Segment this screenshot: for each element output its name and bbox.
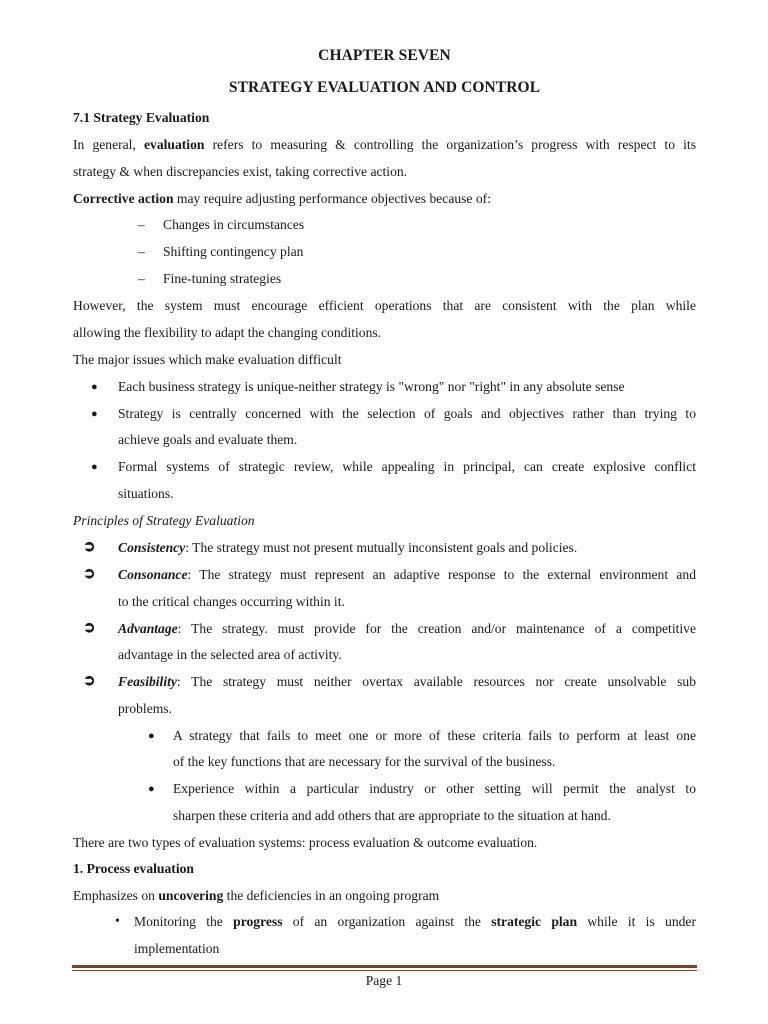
sub-bullet-2-line-1: Experience within a particular industry or other setting will permit the analyst to: [173, 781, 696, 796]
major-issues-intro: The major issues which make evaluation difficult: [73, 352, 342, 367]
dash-icon: –: [138, 244, 145, 259]
arrow-icon: ➲: [83, 566, 96, 582]
principle-consonance-line-1: Consonance: The strategy must represent an adaptive response to the external environment and: [118, 567, 696, 582]
sub-bullet-2-line-2: sharpen these criteria and add others that are appropriate to the situation at hand.: [173, 808, 611, 823]
dash-list-item: – Shifting contingency plan: [138, 244, 304, 259]
dash-list-item: – Changes in circumstances: [138, 217, 305, 232]
issue-item-3-line-1: Formal systems of strategic review, while appealing in principal, can create explosive conflict: [118, 459, 696, 474]
issue-item-2-line-1: Strategy is centrally concerned with the selection of goals and objectives rather than trying to: [118, 406, 696, 421]
principle-feasibility-line-2: problems.: [118, 701, 172, 716]
principle-advantage-line-2: advantage in the selected area of activity.: [118, 647, 342, 662]
dash-list-item: – Fine-tuning strategies: [138, 271, 282, 286]
page-number: Page 1: [365, 973, 403, 988]
intro-paragraph-line-1: In general, evaluation refers to measuring & controlling the organization’s progress with respect to its: [73, 137, 696, 152]
bullet-icon: ●: [91, 408, 98, 420]
issue-item-3-line-2: situations.: [118, 486, 174, 501]
however-paragraph-line-1: However, the system must encourage efficient operations that are consistent with the plan while: [73, 298, 696, 313]
arrow-icon: ➲: [83, 620, 96, 636]
principle-consistency: Consistency: The strategy must not present mutually inconsistent goals and policies.: [118, 540, 578, 555]
sub-bullet-1-line-1: A strategy that fails to meet one or more of these criteria fails to perform at least one: [173, 728, 696, 743]
arrow-icon: ➲: [83, 673, 96, 689]
issue-item-2-line-2: achieve goals and evaluate them.: [118, 432, 298, 447]
footer-rule-thin: [72, 970, 697, 971]
bullet-icon: ●: [148, 730, 155, 742]
corrective-action-line: Corrective action may require adjusting performance objectives because of:: [73, 191, 491, 206]
bullet-icon: ●: [91, 461, 98, 473]
dash-icon: –: [138, 217, 145, 232]
monitoring-line-2: implementation: [134, 941, 220, 956]
principle-consonance-line-2: to the critical changes occurring within it.: [118, 594, 345, 609]
bullet-icon: •: [115, 914, 120, 929]
process-evaluation-heading: 1. Process evaluation: [73, 861, 194, 876]
chapter-label: CHAPTER SEVEN: [318, 47, 451, 64]
principle-advantage-line-1: Advantage: The strategy. must provide for the creation and/or maintenance of a competitive: [118, 621, 696, 636]
dash-icon: –: [138, 271, 145, 286]
arrow-icon: ➲: [83, 539, 96, 555]
monitoring-line-1: Monitoring the progress of an organization against the strategic plan while it is under: [134, 914, 696, 929]
process-evaluation-emphasis: Emphasizes on uncovering the deficiencies in an ongoing program: [73, 888, 440, 903]
bullet-icon: ●: [91, 381, 98, 393]
document-page: [73, 0, 696, 1024]
intro-paragraph-line-2: strategy & when discrepancies exist, taking corrective action.: [73, 164, 408, 179]
however-paragraph-line-2: allowing the flexibility to adapt the changing conditions.: [73, 325, 382, 340]
section-heading-7-1: 7.1 Strategy Evaluation: [73, 110, 210, 125]
footer-rule-thick: [72, 965, 697, 968]
evaluation-types-line: There are two types of evaluation systems: process evaluation & outcome evaluation.: [73, 835, 538, 850]
principles-heading: Principles of Strategy Evaluation: [73, 513, 255, 528]
chapter-title: STRATEGY EVALUATION AND CONTROL: [228, 79, 541, 96]
bullet-icon: ●: [148, 783, 155, 795]
issue-item-1: Each business strategy is unique-neither strategy is "wrong" nor "right" in any absolute sense: [118, 379, 625, 394]
sub-bullet-1-line-2: of the key functions that are necessary for the survival of the business.: [173, 754, 556, 769]
principle-feasibility-line-1: Feasibility: The strategy must neither overtax available resources nor create unsolvable sub: [118, 674, 696, 689]
